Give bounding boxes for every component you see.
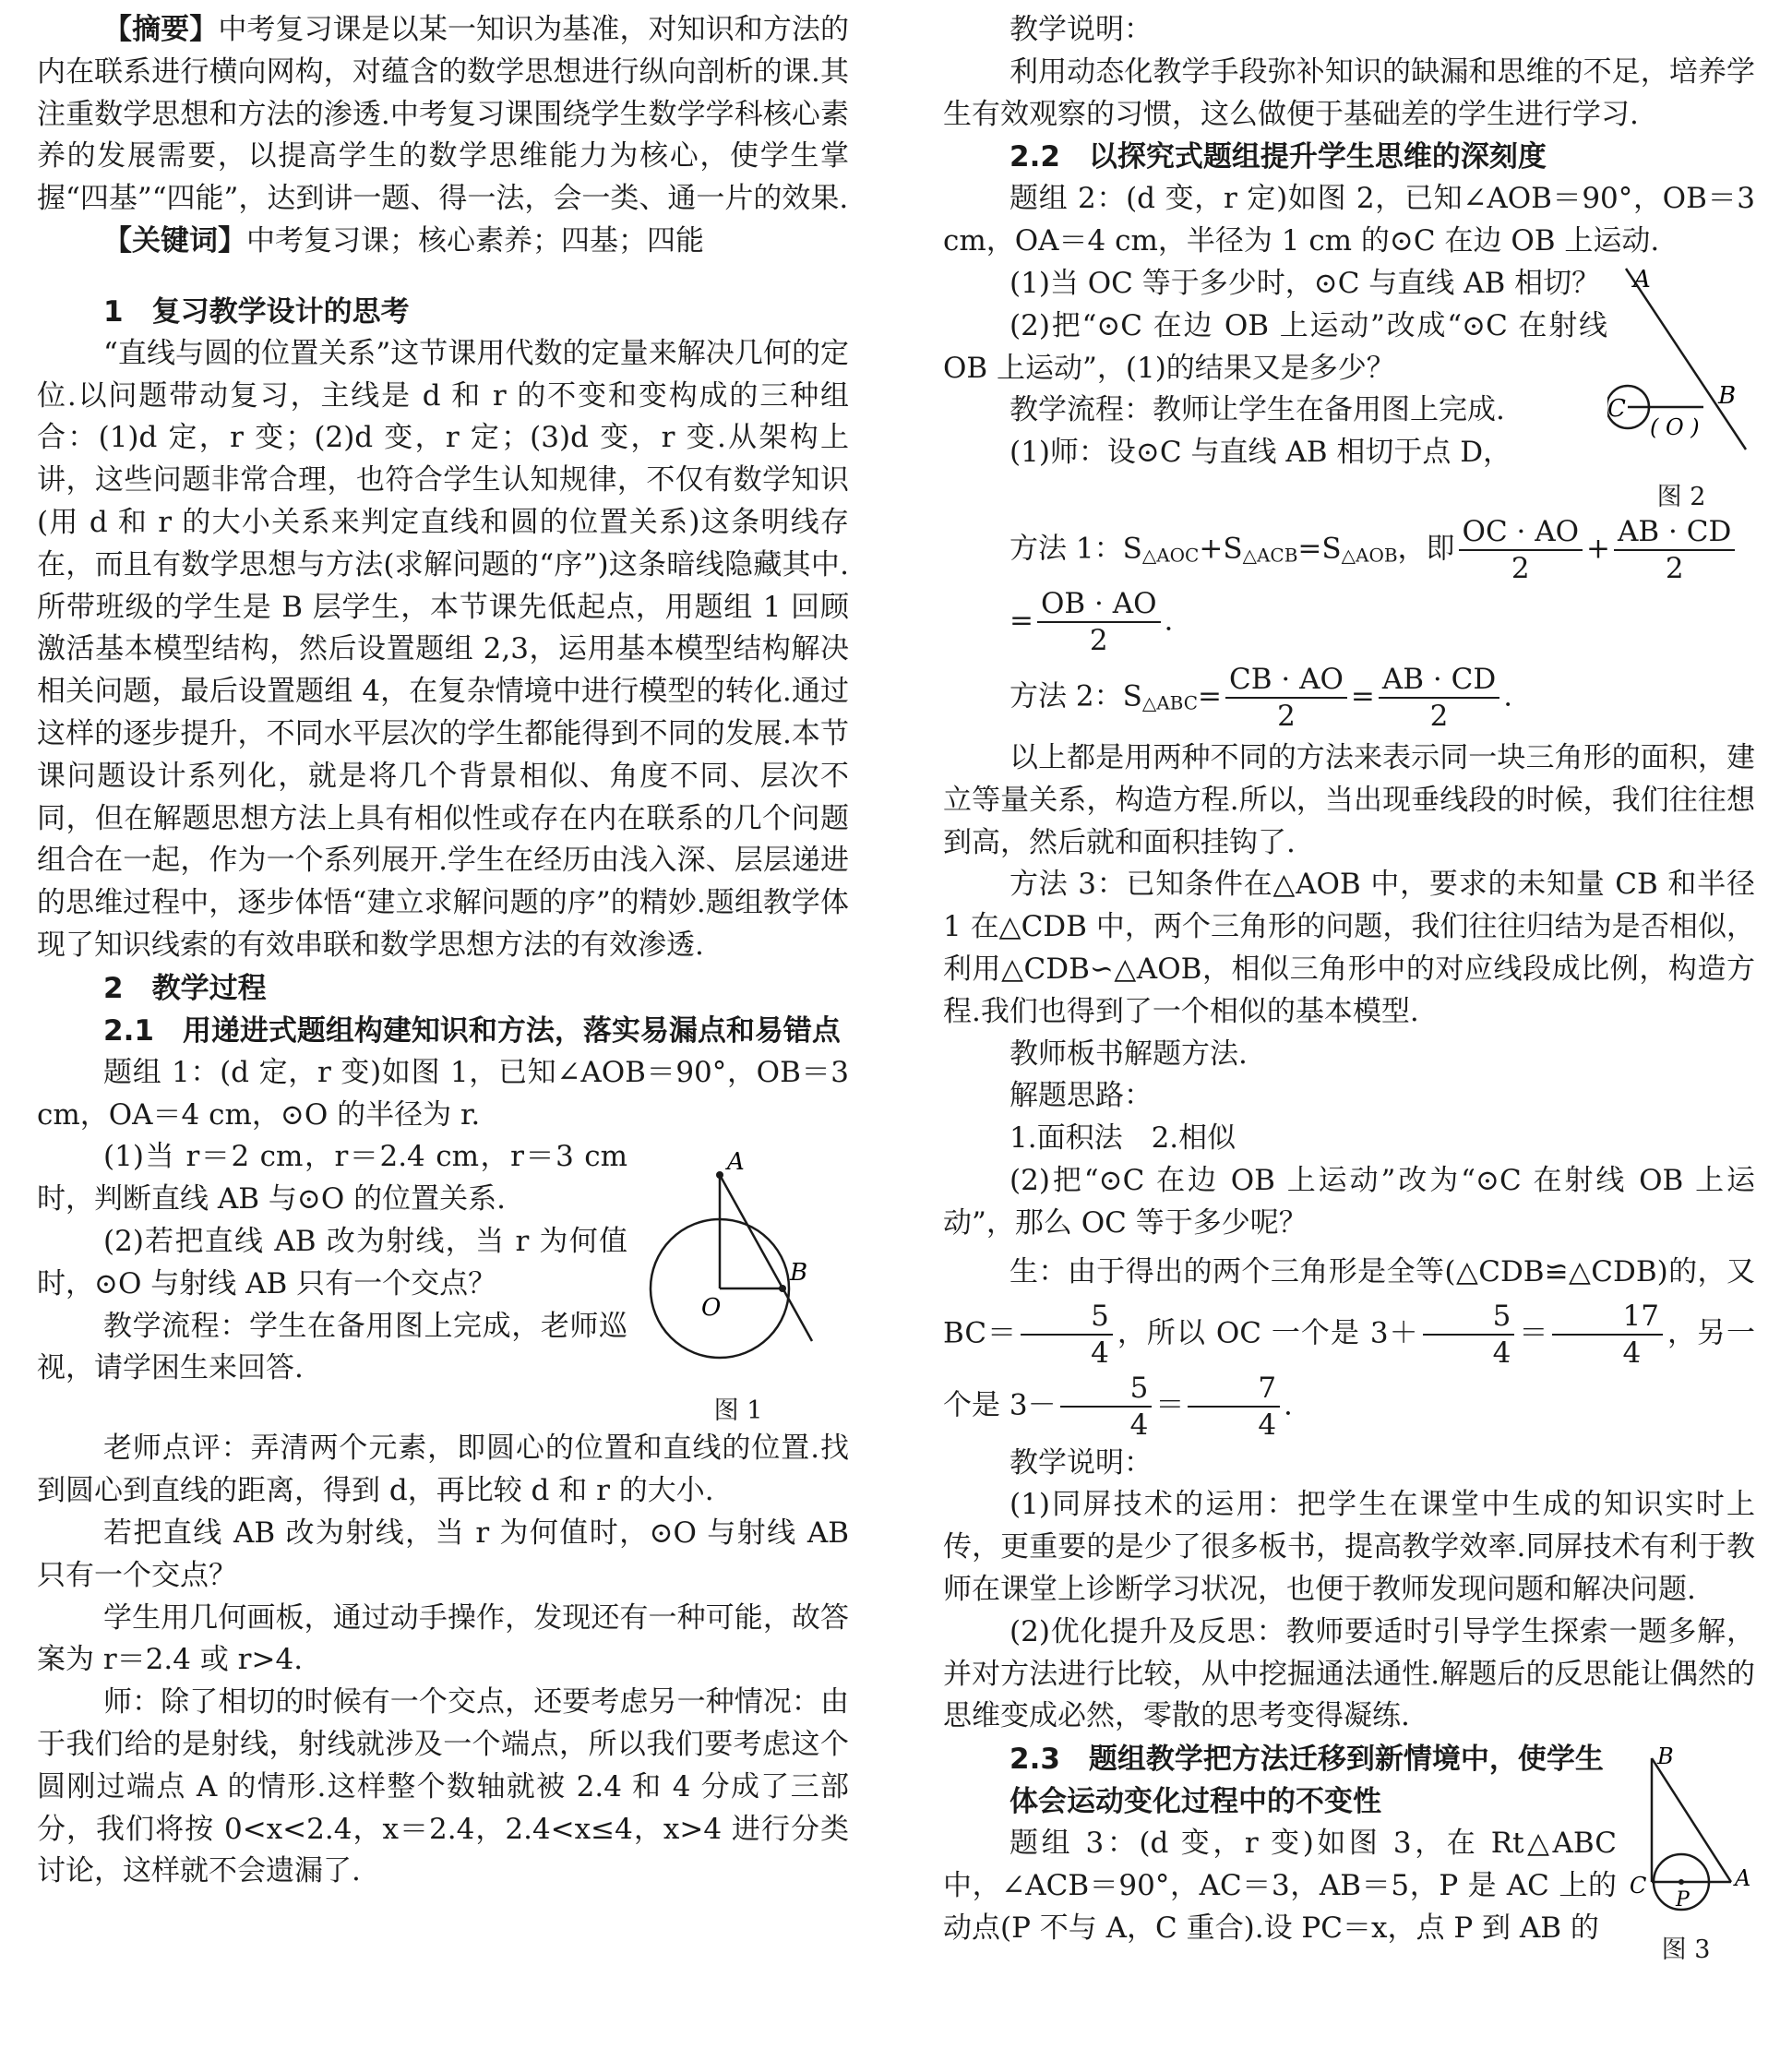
paragraph: 题组 1：(d 定，r 变)如图 1，已知∠AOB＝90°，OB＝3 cm，OA＝4 cm，⊙O 的半径为 r.	[37, 1055, 849, 1132]
method-2-label: 方法 2：	[1009, 679, 1123, 713]
paragraph: 教学流程：教师让学生在备用图上完成.	[1009, 393, 1505, 427]
fraction	[1037, 586, 1161, 658]
text-run: ＝	[1155, 1388, 1185, 1422]
paragraph: 教师板书解题方法.	[1009, 1036, 1248, 1071]
fraction	[1021, 1299, 1113, 1371]
paragraph: (2)把“⊙C 在边 OB 上运动”改为“⊙C 在射线 OB 上运动”，那么 OC 等于多少呢？	[943, 1163, 1755, 1240]
paragraph: 题组 2：(d 变，r 定)如图 2，已知∠AOB＝90°，OB＝3 cm，OA＝4 cm，半径为 1 cm 的⊙C 在边 OB 上运动.	[943, 182, 1755, 258]
point-a	[716, 1171, 723, 1179]
fraction	[1614, 514, 1735, 586]
abstract-text: 中考复习课是以某一知识为基准，对知识和方法的内在联系进行横向网构，对蕴含的数学思想进行纵向剖析的课.其注重数学思想和方法的渗透.中考复习课围绕学生数学学科核心素养的发展需要，以提高学生的数学思维能力为核心，使学生掌握“四基”“四能”，达到讲一题、得一法，会一类、通一片的效果.	[37, 13, 850, 216]
figure-3-diagram	[1617, 1743, 1755, 1928]
fraction	[1552, 1299, 1662, 1371]
numerator: 5	[1060, 1371, 1153, 1408]
numerator: OB · AO	[1037, 586, 1161, 623]
fraction	[1060, 1371, 1153, 1443]
method-2-equation: 方法 2：$S_{\triangle ABC}=$ $\frac{CB \cdot AO}{2}$ = $\frac{AB \cdot CD}{2}$ .	[1009, 662, 1513, 733]
fraction	[1459, 514, 1583, 586]
paragraph: 解题思路：	[1009, 1079, 1153, 1113]
label-b: B	[1718, 381, 1737, 410]
label-o: O	[701, 1294, 722, 1323]
paragraph: (1)当 r＝2 cm，r＝2.4 cm，r＝3 cm 时，判断直线 AB 与⊙O 的位置关系.	[37, 1140, 627, 1216]
point-p	[1679, 1879, 1684, 1885]
numerator: 17	[1552, 1299, 1662, 1336]
right-column	[943, 9, 1755, 1967]
label-a: A	[1735, 1865, 1751, 1892]
left-column	[37, 9, 849, 1893]
denominator: 2	[1429, 699, 1449, 733]
figure-2-caption: 图 2	[1656, 482, 1706, 511]
label-b: B	[1657, 1743, 1674, 1770]
fraction	[1423, 1299, 1515, 1371]
segment-ab	[1652, 1758, 1731, 1882]
label-c: C	[1607, 394, 1626, 423]
paragraph: 方法 3：已知条件在△AOB 中，要求的未知量 CB 和半径 1 在△CDB 中，两个三角形的问题，我们往往归结为是否相似，利用△CDB∽△AOB，相似三角形中的对应线段成比例，构造方程.我们也得到了一个相似的基本模型.	[943, 868, 1755, 1028]
method-1-equation: 方法 1：$S_{\triangle AOC}+S_{\triangle ACB}=S_{\triangle AOB}$，即 $\frac{OC \cdot AO}{2}$ + $\frac{AB \cdot CD}{2}$ = $\frac{OB \cdot AO}{2}$ .	[943, 514, 1755, 658]
denominator: 2	[1511, 551, 1530, 585]
fraction	[1379, 662, 1499, 734]
label-o: ( O )	[1650, 413, 1700, 440]
paragraph: (1)当 OC 等于多少时，⊙C 与直线 AB 相切？	[1009, 266, 1601, 300]
denominator: 4	[1258, 1408, 1277, 1442]
denominator: 4	[1129, 1408, 1149, 1442]
paragraph: (1)同屏技术的运用：把学生在课堂中生成的知识实时上传，更重要的是少了很多板书，提高教学效率.同屏技术有利于教师在课堂上诊断学习状况，也便于教师发现问题和解决问题.	[943, 1488, 1755, 1606]
keywords	[37, 221, 849, 263]
paragraph: “直线与圆的位置关系”这节课用代数的定量来解决几何的定位.以问题带动复习，主线是 d 和 r 的不变和变构成的三种组合：(1)d 定，r 变；(2)d 变，r 定；(3)d 变，r 变.从架构上讲，这些问题非常合理，也符合学生认知规律，不仅有数学知识(用 d 和 r 的大小关系来判定直线和圆的位置关系)这条明线存在，而且有数学思想与方法(求解问题的“序”)这条暗线隐藏其中.所带班级的学生是 B 层学生，本节课先低起点，用题组 1 回顾激活基本模型结构，然后设置题组 2,3，运用基本模型结构解决相关问题，最后设置题组 4，在复杂情境中进行模型的转化.通过这样的逐步提升，不同水平层次的学生都能得到不同的发展.本节课问题设计系列化，就是将几个背景相似、角度不同、层次不同，但在解题思想方法上具有相似性或存在内在联系的几个问题组合在一起，作为一个系列展开.学生在经历由浅入深、层层递进的思维过程中，逐步体悟“建立求解问题的序”的精妙.题组教学体现了知识线索的有效串联和数学思想方法的有效渗透.	[37, 336, 849, 962]
section-heading-2: 2 教学过程	[103, 971, 267, 1005]
text-run: ，另一个是 3－	[943, 1316, 1756, 1422]
paragraph: 以上都是用两种不同的方法来表示同一块三角形的面积，建立等量关系，构造方程.所以，当出现垂线段的时候，我们往往想到高，然后就和面积挂钩了.	[943, 740, 1755, 859]
denominator: 2	[1665, 551, 1684, 585]
label-b: B	[790, 1259, 808, 1288]
fraction	[1188, 1371, 1280, 1443]
keywords-text: 中考复习课；核心素养；四基；四能	[246, 223, 704, 258]
figure-2-diagram	[1607, 265, 1755, 475]
numerator: AB · CD	[1379, 662, 1499, 699]
paragraph: 利用动态化教学手段弥补知识的缺漏和思维的不足，培养学生有效观察的习惯，这么做便于基础差的学生进行学习.	[943, 54, 1755, 131]
paragraph: (2)优化提升及反思：教师要适时引导学生探索一题多解，并对方法进行比较，从中挖掘通法通性.解题后的反思能让偶然的思维变成必然，零散的思考变得凝练.	[943, 1614, 1755, 1733]
numerator: 5	[1021, 1299, 1113, 1336]
denominator: 2	[1277, 699, 1296, 733]
figure-3-caption: 图 3	[1661, 1935, 1711, 1965]
paragraph: (2)若把直线 AB 改为射线，当 r 为何值时，⊙O 与射线 AB 只有一个交点？	[37, 1224, 627, 1300]
paragraph: 1.面积法 2.相似	[1009, 1121, 1236, 1156]
line-ab	[720, 1175, 812, 1341]
label-a: A	[727, 1148, 745, 1177]
paragraph: 教学说明：	[1009, 13, 1153, 46]
text-run: ，所以 OC 一个是 3＋	[1116, 1316, 1419, 1350]
abstract	[37, 9, 849, 221]
paragraph-with-fractions	[943, 1245, 1755, 1443]
label-a: A	[1633, 265, 1651, 294]
subsection-heading-2-3: 2.3 题组教学把方法迁移到新情境中，使学生体会运动变化过程中的不变性	[1009, 1743, 1604, 1819]
method-1-label: 方法 1：	[1009, 532, 1123, 566]
paragraph: 老师点评：弄清两个元素，即圆心的位置和直线的位置.找到圆心到直线的距离，得到 d，再比较 d 和 r 的大小.	[37, 1432, 849, 1508]
keywords-tag: 【关键词】	[103, 223, 246, 258]
paragraph: 教学流程：学生在备用图上完成，老师巡视，请学困生来回答.	[37, 1309, 627, 1385]
subsection-heading-2-1: 2.1 用递进式题组构建知识和方法，落实易漏点和易错点	[103, 1013, 841, 1048]
denominator: 4	[1492, 1336, 1511, 1370]
figure-1-diagram	[627, 1140, 849, 1389]
numerator: 7	[1188, 1371, 1280, 1408]
numerator: CB · AO	[1225, 662, 1347, 699]
paragraph: (1)师：设⊙C 与直线 AB 相切于点 D，	[1009, 436, 1512, 470]
text-run: ＝	[1518, 1316, 1549, 1350]
point-b	[779, 1285, 786, 1292]
label-c: C	[1630, 1873, 1647, 1899]
numerator: OC · AO	[1459, 514, 1583, 551]
figure-3	[1617, 1743, 1755, 1967]
figure-1-caption: 图 1	[713, 1396, 763, 1426]
figure-2	[1607, 265, 1755, 514]
abstract-tag: 【摘要】	[103, 13, 219, 46]
text-run: .	[1284, 1388, 1293, 1422]
subsection-heading-2-2: 2.2 以探究式题组提升学生思维的深刻度	[1009, 140, 1547, 174]
denominator: 4	[1091, 1336, 1109, 1370]
paragraph: 师：除了相切的时候有一个交点，还要考虑另一种情况：由于我们给的是射线，射线就涉及一个端点，所以我们要考虑这个圆刚过端点 A 的情形.这样整个数轴就被 2.4 和 4 分成了三部分，我们将按 0<x<2.4，x＝2.4，2.4<x≤4，x>4 进行分类讨论，这样就不会遗漏了.	[37, 1685, 849, 1888]
paragraph: 教学说明：	[1009, 1445, 1153, 1480]
label-p: P	[1676, 1888, 1690, 1912]
text-run: 生：由于得出的两个三角形是全等(△CDB≌△CDB)的，又 BC＝	[943, 1254, 1755, 1350]
numerator: AB · CD	[1614, 514, 1735, 551]
paragraph: (2)把“⊙C 在边 OB 上运动”改成“⊙C 在射线 OB 上运动”，(1)的结果又是多少？	[943, 308, 1607, 385]
method-1-connector: ，即	[1397, 532, 1455, 566]
denominator: 2	[1089, 623, 1108, 657]
figure-1	[627, 1140, 849, 1428]
denominator: 4	[1622, 1336, 1642, 1370]
section-heading-1: 1 复习教学设计的思考	[103, 294, 410, 329]
paragraph: 若把直线 AB 改为射线，当 r 为何值时，⊙O 与射线 AB 只有一个交点？	[37, 1516, 849, 1592]
numerator: 5	[1423, 1299, 1515, 1336]
fraction	[1225, 662, 1347, 734]
paragraph: 题组 3：(d 变，r 变)如图 3，在 Rt△ABC 中，∠ACB＝90°，AC＝3，AB＝5，P 是 AC 上的动点(P 不与 A，C 重合).设 PC＝x，点 P 到 AB 的	[943, 1827, 1617, 1945]
paragraph: 学生用几何画板，通过动手操作，发现还有一种可能，故答案为 r＝2.4 或 r>4.	[37, 1600, 849, 1677]
